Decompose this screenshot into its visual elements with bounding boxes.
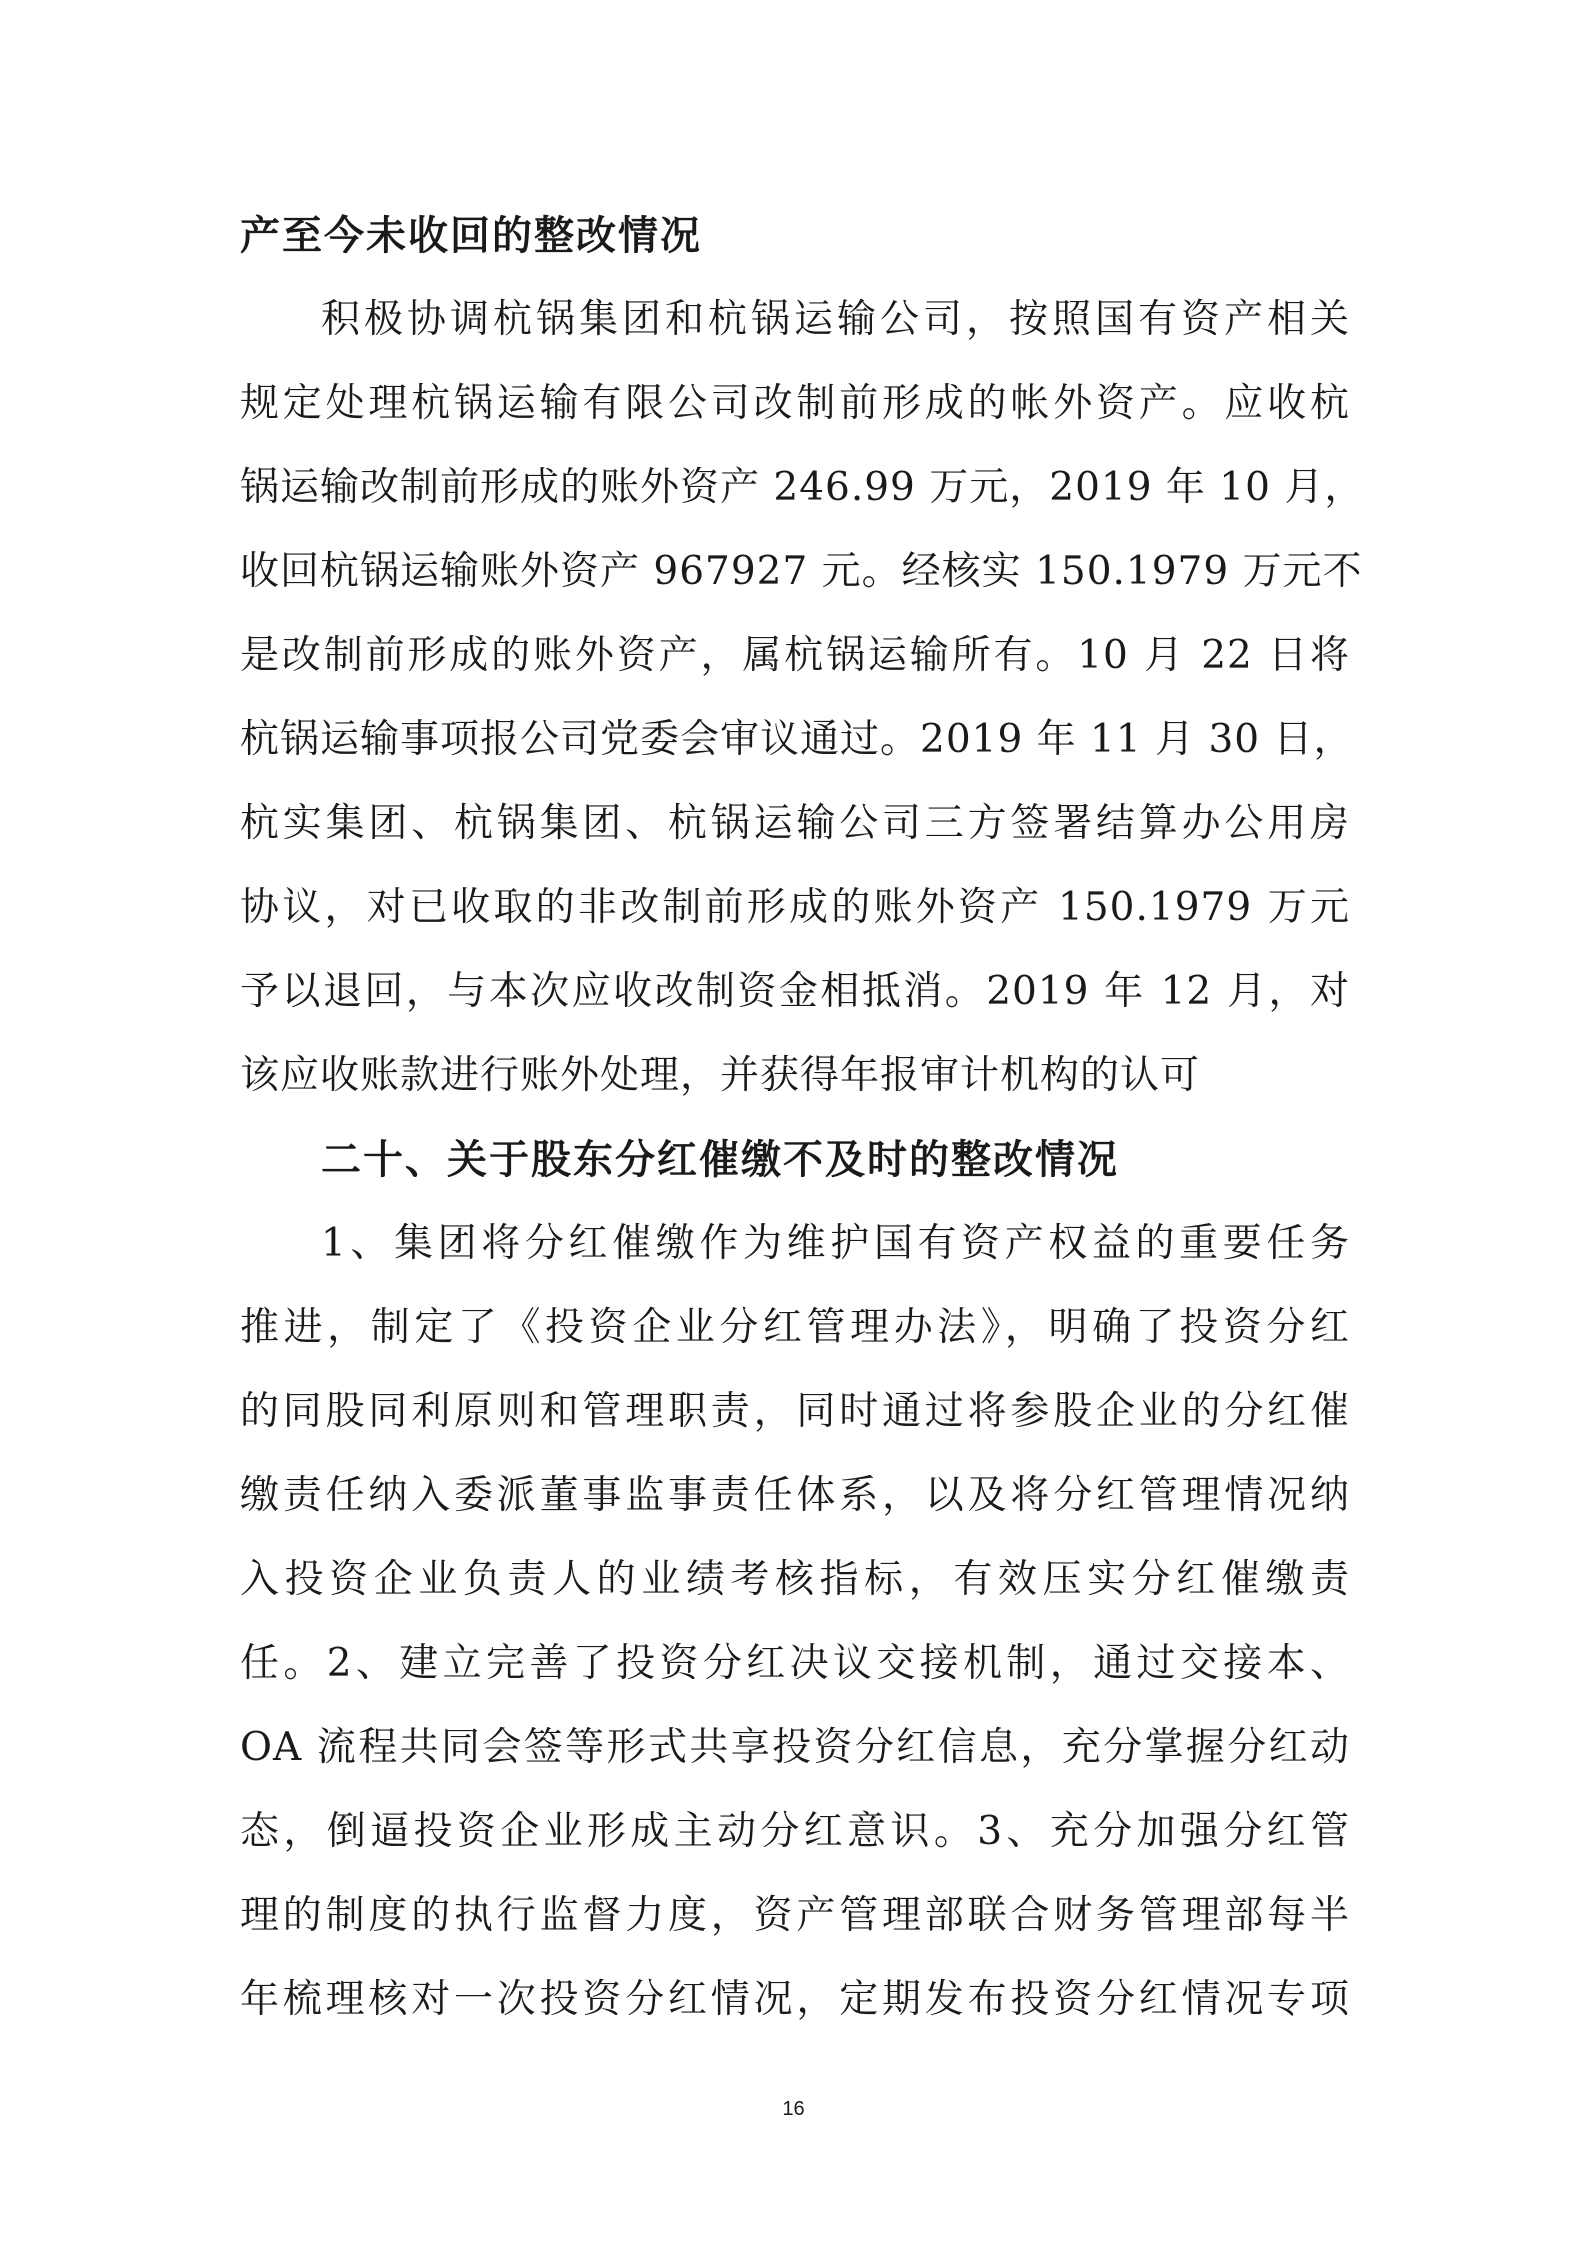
paragraph-line: 规定处理杭锅运输有限公司改制前形成的帐外资产。应收杭: [240, 381, 1350, 426]
paragraph-line: 是改制前形成的账外资产，属杭锅运输所有。10 月 22 日将: [240, 633, 1350, 678]
section-heading-continued: 产至今未收回的整改情况: [240, 213, 702, 259]
paragraph-line: 该应收账款进行账外处理，并获得年报审计机构的认可: [240, 1053, 1201, 1098]
paragraph-line: 年梳理核对一次投资分红情况，定期发布投资分红情况专项: [240, 1977, 1350, 2022]
paragraph-line: 杭实集团、杭锅集团、杭锅运输公司三方签署结算办公用房: [240, 801, 1350, 846]
paragraph-line: 杭锅运输事项报公司党委会审议通过。2019 年 11 月 30 日，: [240, 717, 1354, 762]
page-number: 16: [782, 2098, 805, 2120]
section-heading: 二十、关于股东分红催缴不及时的整改情况: [321, 1137, 1119, 1183]
paragraph-line: 入投资企业负责人的业绩考核指标，有效压实分红催缴责: [240, 1557, 1350, 1602]
paragraph-line: 收回杭锅运输账外资产 967927 元。经核实 150.1979 万元不: [240, 549, 1363, 594]
paragraph-line: 锅运输改制前形成的账外资产 246.99 万元，2019 年 10 月，: [240, 465, 1365, 510]
paragraph-line: 理的制度的执行监督力度，资产管理部联合财务管理部每半: [240, 1893, 1350, 1938]
paragraph-line: 任。2、建立完善了投资分红决议交接机制，通过交接本、: [240, 1641, 1350, 1686]
paragraph-line: 的同股同利原则和管理职责，同时通过将参股企业的分红催: [240, 1389, 1350, 1434]
paragraph-line: 态，倒逼投资企业形成主动分红意识。3、充分加强分红管: [240, 1809, 1350, 1854]
paragraph-line: OA 流程共同会签等形式共享投资分红信息，充分掌握分红动: [240, 1725, 1350, 1770]
paragraph-line: 予以退回，与本次应收改制资金相抵消。2019 年 12 月，对: [240, 969, 1350, 1014]
paragraph-line: 推进，制定了《投资企业分红管理办法》，明确了投资分红: [240, 1305, 1350, 1350]
paragraph-line: 缴责任纳入委派董事监事责任体系，以及将分红管理情况纳: [240, 1473, 1350, 1518]
paragraph-line: 协议，对已收取的非改制前形成的账外资产 150.1979 万元: [240, 885, 1350, 930]
paragraph-line: 1、集团将分红催缴作为维护国有资产权益的重要任务: [321, 1221, 1350, 1266]
paragraph-line: 积极协调杭锅集团和杭锅运输公司，按照国有资产相关: [321, 297, 1350, 342]
